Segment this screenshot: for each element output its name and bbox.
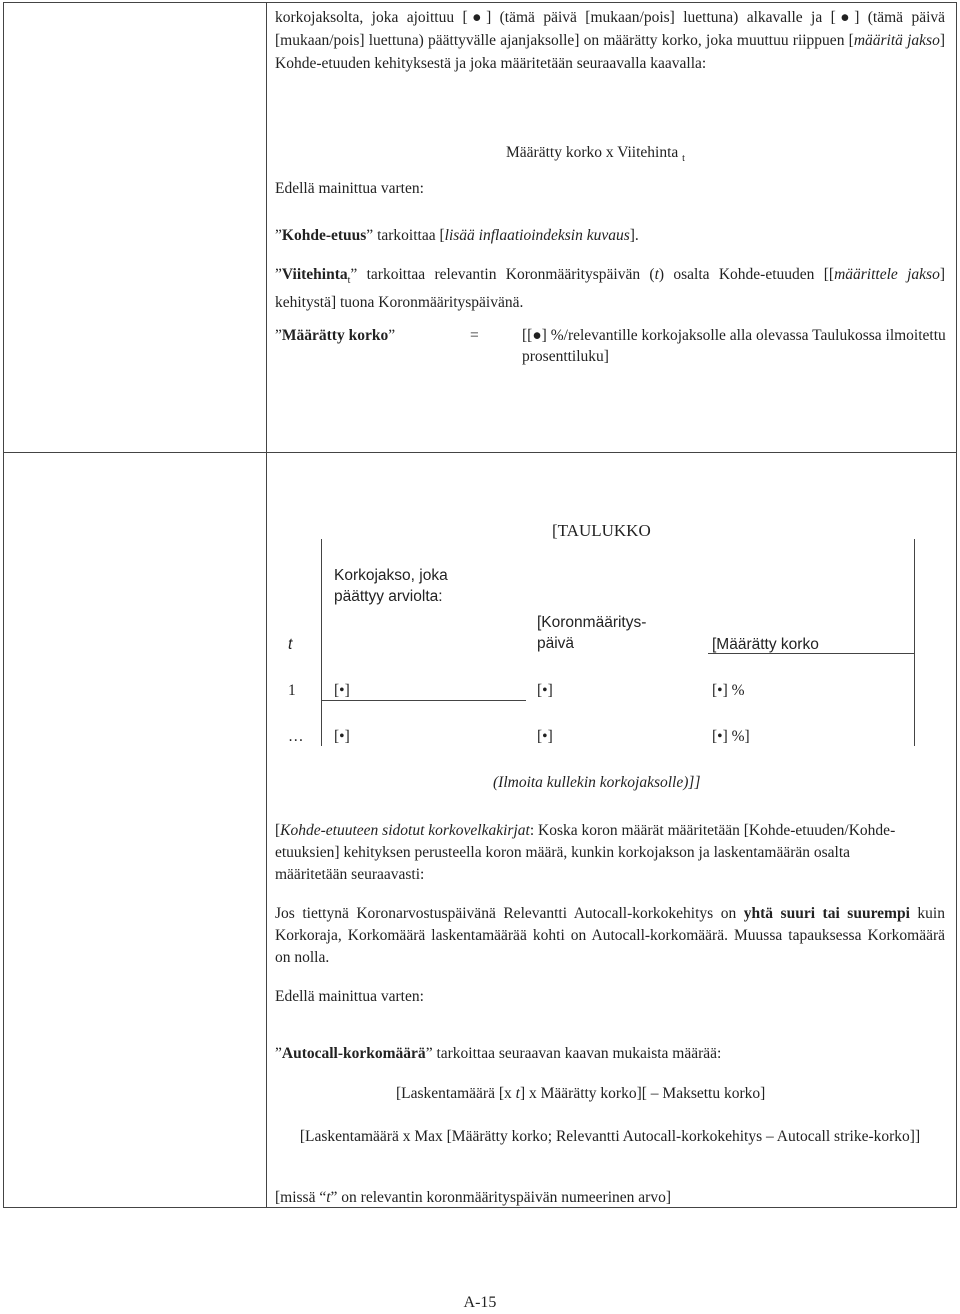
row-divider [4, 452, 956, 453]
row1-rate: [•] % [712, 682, 745, 699]
row2-rate: [•] %] [712, 728, 750, 745]
table-note: (Ilmoita kullekin korkojaksolle)]] [493, 774, 701, 791]
edella-label-2: Edellä mainittua varten: [275, 988, 424, 1005]
table-right-line [914, 539, 915, 746]
column-divider [266, 3, 267, 1207]
formula-main: Määrätty korko x Viitehinta $_t$ [506, 144, 685, 165]
row1-period: [•] [334, 682, 350, 699]
viitehinta-definition: ”Viitehinta$_t$” tarkoittaa relevantin Koronmäärityspäivän (t) osalta Kohde-etuuden [[määrittele jakso] kehitystä] tuona Koronmäärityspäivänä. [275, 266, 945, 312]
header-period: Korkojakso, joka päättyy arviolta: [334, 567, 448, 605]
autocall-definition: ”Autocall-korkomäärä” tarkoittaa seuraavan kaavan mukaista määrää: [275, 1045, 722, 1062]
row2-t: … [288, 728, 304, 745]
jos-paragraph: Jos tiettynä Koronarvostuspäivänä Relevantti Autocall-korkokehitys on yhtä suuri tai suurempi kuin Korkoraja, Korkomäärä laskentamäärää kohti on Autocall-korkomäärä. Muussa tapauksessa Korkomäärä on nolla. [275, 905, 945, 966]
table-left-line [321, 539, 322, 746]
row2-period: [•] [334, 728, 350, 745]
page-number: A-15 [463, 1294, 497, 1311]
row1-date: [•] [537, 682, 553, 699]
row1-t: 1 [288, 682, 296, 699]
table-title: [TAULUKKO [552, 521, 651, 540]
row2-date: [•] [537, 728, 553, 745]
header-rate: [Määrätty korko [712, 636, 819, 653]
maaratty-korko-value: [[●] %/relevantille korkojaksolle alla olevassa Taulukossa ilmoitettu prosenttiluku] [522, 327, 946, 365]
equals-sign: = [470, 327, 479, 344]
kohde-etuus-definition: ”Kohde-etuus” tarkoittaa [lisää inflaatioindeksin kuvaus]. [275, 227, 639, 244]
sidotut-paragraph: [Kohde-etuuteen sidotut korkovelkakirjat: Koska koron määrät määritetään [Kohde-etuuden/Kohde-etuuksien] kehityksen perusteella koron määrä, kunkin korkojakson ja laskentamäärän osalta määritetään seuraavasti: [275, 822, 896, 883]
table-row-line [322, 700, 526, 701]
header-date: [Koronmääritys-päivä [537, 614, 647, 652]
formula-max: [Laskentamäärä x Max [Määrätty korko; Relevantti Autocall-korkokehitys – Autocall strike-korko]] [299, 1128, 921, 1145]
header-t: t [288, 636, 293, 653]
formula-laskentamaara: [Laskentamäärä [x t] x Määrätty korko][ – Maksettu korko] [396, 1085, 766, 1102]
missa-note: [missä “t” on relevantin koronmäärityspäivän numeerinen arvo] [275, 1189, 671, 1206]
intro-paragraph: korkojaksolta, joka ajoittuu [●] (tämä päivä [mukaan/pois] luettuna) alkavalle ja [●] (tämä päivä [mukaan/pois] luettuna) päättyvälle ajanjaksolle] on määrätty korko, joka muuttuu riippuen [määritä jakso] Kohde-etuuden kehityksestä ja joka määritetään seuraavalla kaavalla: [275, 9, 946, 72]
maaratty-korko-term: ”Määrätty korko” [275, 327, 396, 344]
edella-label-1: Edellä mainittua varten: [275, 180, 424, 197]
